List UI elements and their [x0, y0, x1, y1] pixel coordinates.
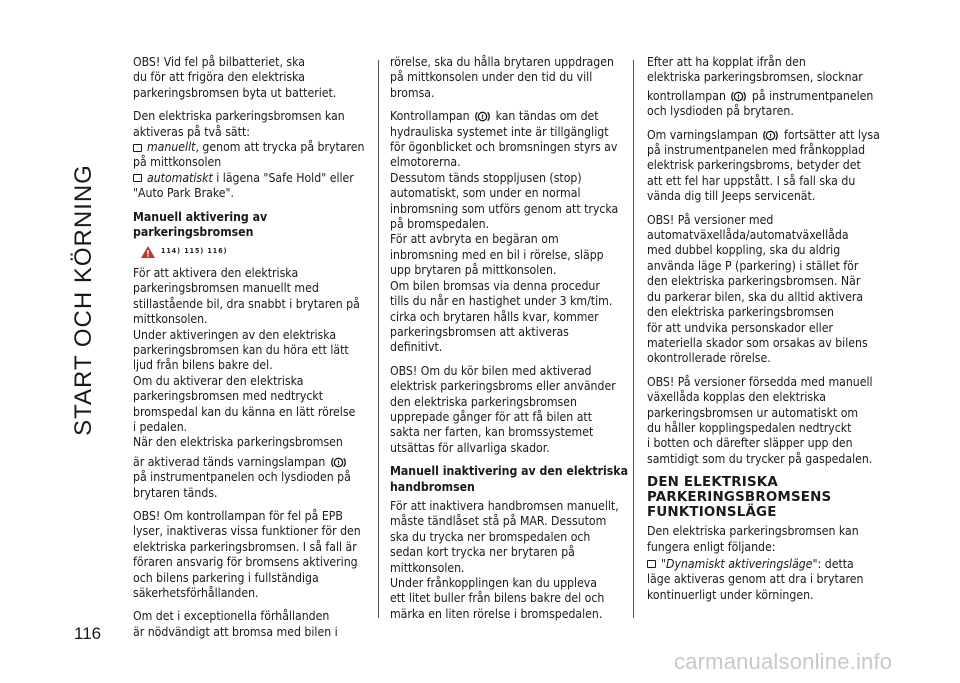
- text-line: [133, 455, 373, 470]
- text-line: på mittkonsolen: [133, 155, 222, 170]
- section-heading: [647, 475, 887, 520]
- text-segment: kontrollampan: [647, 88, 726, 103]
- bullet-emphasis: automatiskt: [147, 170, 213, 185]
- text-line: OBS! På versioner försedda med manuell: [647, 374, 873, 389]
- bullet-item: [133, 140, 373, 171]
- bullet-square-icon: [647, 560, 656, 568]
- subheading: Manuell aktivering av parkeringsbromsen: [133, 209, 268, 240]
- bullet-text: : detta: [817, 556, 854, 571]
- text-line: Dessutom tänds stoppljusen (stop): [390, 170, 582, 185]
- text-line: För att inaktivera handbromsen manuellt,: [390, 498, 619, 513]
- text-line: PARKERINGSBROMSENS: [647, 490, 832, 506]
- bullet-emphasis: "Dynamiskt aktiveringsläge": [661, 556, 818, 571]
- text-line: på bromspedalen.: [390, 217, 490, 232]
- text-line: och lysdioden på brytaren.: [647, 104, 794, 119]
- text-line: upp brytaren på mittkonsolen.: [390, 263, 557, 278]
- text-line: mittkonsolen.: [390, 560, 465, 575]
- text-line: du håller kopplingspedalen nedtryckt: [647, 420, 852, 435]
- text-line: måste tändlåset stå på MAR. Dessutom: [390, 514, 607, 529]
- text-line: den elektriska parkeringsbromsen: [390, 394, 577, 409]
- bullet-square-icon: [133, 174, 142, 182]
- text-line: du för att frigöra den elektriska: [133, 70, 305, 85]
- paragraph: [390, 364, 622, 456]
- text-line: inbromsning med en bil i rörelse, släpp: [390, 247, 604, 262]
- text-line: på mittkonsolen under den tid du vill: [390, 70, 593, 85]
- parking-brake-warning-icon: [331, 456, 346, 469]
- text-line: [133, 171, 373, 186]
- text-line: och bilens parkering i fullständiga: [133, 570, 319, 585]
- text-line: använda läge P (parkering) i stället för: [647, 258, 859, 273]
- text-line: OBS! Om du kör bilen med aktiverad: [390, 363, 592, 378]
- text-line: definitivt.: [390, 340, 443, 355]
- bullet-square-icon: [133, 144, 142, 152]
- svg-text:!: !: [737, 92, 741, 101]
- text-line: okontrollerade rörelse.: [647, 351, 771, 366]
- text-column-2: [390, 55, 628, 630]
- bullet-emphasis: manuellt: [147, 140, 196, 155]
- text-line: elektrisk parkeringsbroms, betyder det: [647, 158, 861, 173]
- text-line: på instrumentpanelen med frånkopplad: [647, 143, 866, 158]
- watermark: carmanualsonline.info: [674, 649, 893, 674]
- warning-refs: 114) 115) 116): [161, 247, 228, 256]
- text-line: fungera enligt följande:: [647, 539, 776, 554]
- text-line: automatväxellåda/automatväxellåda: [647, 228, 849, 243]
- text-line: brytaren tänds.: [133, 485, 218, 500]
- paragraph: [133, 509, 373, 601]
- paragraph: [133, 55, 373, 101]
- text-line: den elektriska parkeringsbromsen. När: [647, 274, 861, 289]
- text-column-1: [133, 55, 373, 648]
- text-line: elektriska parkeringsbromsen. I så fall är: [133, 539, 357, 554]
- bullet-text: , genom att trycka på brytaren: [195, 140, 365, 155]
- text-line: "Auto Park Brake".: [133, 186, 235, 201]
- text-line: sakta ner farten, kan bromssystemet: [390, 425, 594, 440]
- text-line: DEN ELEKTRISKA: [647, 475, 778, 491]
- text-line: ett litet buller från bilens bakre del och: [390, 591, 605, 606]
- text-line: [133, 140, 373, 155]
- text-line: [647, 557, 887, 572]
- paragraph: [390, 55, 622, 101]
- text-line: elektriska parkeringsbromsen, slocknar: [647, 70, 863, 85]
- parking-brake-warning-icon: [731, 90, 746, 103]
- text-line: Efter att ha kopplat ifrån den: [647, 55, 806, 69]
- text-line: märka en liten rörelse i bromspedalen.: [390, 606, 603, 621]
- text-line: i pedalen.: [133, 419, 188, 434]
- text-line: parkeringsbromsen att aktiveras: [390, 324, 569, 339]
- paragraph: [647, 375, 887, 467]
- text-line: När den elektriska parkeringsbromsen: [133, 435, 343, 450]
- text-line: Om det i exceptionella förhållanden: [133, 609, 330, 624]
- text-line: ljud från bilens bakre del.: [133, 358, 273, 373]
- parking-brake-warning-icon: [475, 110, 490, 123]
- text-line: utsättas för allvarliga skador.: [390, 440, 550, 455]
- text-line: För att avbryta en begäran om: [390, 232, 559, 247]
- warning-reference: [141, 244, 373, 259]
- paragraph: [390, 499, 622, 622]
- text-segment: är aktiverad tänds varningslampan: [133, 454, 326, 469]
- text-line: parkeringsbromsen byta ut batteriet.: [133, 85, 337, 100]
- text-line: parkeringsbromsen ur automatiskt om: [647, 405, 859, 420]
- text-segment: fortsätter att lysa: [780, 127, 880, 142]
- text-line: elmotorerna.: [390, 155, 461, 170]
- text-line: sedan kort trycka ner brytaren på: [390, 545, 575, 560]
- text-line: på instrumentpanelen och lysdioden på: [133, 470, 351, 485]
- text-line: vända dig till Jeeps servicenät.: [647, 189, 816, 204]
- paragraph: [647, 55, 887, 120]
- text-line: du parkerar bilen, ska du alltid aktivera: [647, 289, 864, 304]
- svg-text:!: !: [336, 458, 340, 467]
- text-line: [390, 109, 622, 124]
- text-line: inbromsning som utförs genom att trycka: [390, 201, 619, 216]
- text-line: ska du trycka ner bromspedalen och: [390, 529, 591, 544]
- text-line: tills du når en hastighet under 3 km/tim.: [390, 294, 613, 309]
- text-line: automatiskt, som under en normal: [390, 186, 581, 201]
- column-divider: [633, 60, 634, 618]
- text-line: [647, 128, 887, 143]
- text-line: cirka och brytaren hålls kvar, kommer: [390, 309, 599, 324]
- text-line: parkeringsbromsen kan du höra ett lätt: [133, 342, 349, 357]
- text-line: den elektriska parkeringsbromsen: [647, 305, 834, 320]
- bullet-text: i lägena "Safe Hold" eller: [212, 170, 354, 185]
- text-line: Den elektriska parkeringsbromsen kan: [647, 524, 859, 539]
- paragraph: [647, 524, 887, 555]
- text-line: mittkonsolen.: [133, 312, 208, 327]
- paragraph: [133, 609, 373, 640]
- text-line: med dubbel koppling, ska du aldrig: [647, 243, 841, 258]
- text-column-3: [647, 55, 887, 611]
- text-line: Om du aktiverar den elektriska: [133, 373, 304, 388]
- text-line: aktiveras på två sätt:: [133, 124, 250, 139]
- text-line: OBS! På versioner med: [647, 212, 774, 227]
- text-line: läge aktiveras genom att dra i brytaren: [647, 572, 864, 587]
- text-line: rörelse, ska du hålla brytaren uppdragen: [390, 55, 614, 69]
- text-line: växellåda kopplas den elektriska: [647, 390, 826, 405]
- paragraph: [133, 266, 373, 501]
- text-line: hydrauliska systemet inte är tillgängligt: [390, 124, 609, 139]
- text-line: bromsa.: [390, 85, 435, 100]
- text-line: Om bilen bromsas via denna procedur: [390, 278, 600, 293]
- text-line: [647, 89, 887, 104]
- text-line: för ögonblicket och bromsningen styrs av: [390, 140, 618, 155]
- text-segment: på instrumentpanelen: [748, 88, 874, 103]
- parking-brake-warning-icon: [763, 129, 778, 142]
- text-line: bromspedal kan du känna en lätt rörelse: [133, 404, 356, 419]
- text-line: upprepade gånger för att få bilen att: [390, 409, 593, 424]
- text-line: Under aktiveringen av den elektriska: [133, 327, 337, 342]
- svg-text:!: !: [481, 113, 485, 122]
- svg-text:!: !: [769, 131, 773, 140]
- text-line: Manuell inaktivering av den elektriska: [390, 464, 628, 479]
- paragraph: [390, 109, 622, 356]
- paragraph: [133, 109, 373, 140]
- text-line: stillastående bil, dra snabbt i brytaren på: [133, 296, 360, 311]
- text-line: samtidigt som du trycker på gaspedalen.: [647, 451, 873, 466]
- paragraph: [647, 213, 887, 367]
- text-line: lyser, inaktiveras vissa funktioner för den: [133, 524, 361, 539]
- text-line: föraren ansvarig för bromsens aktivering: [133, 555, 358, 570]
- text-segment: Kontrollampan: [390, 109, 470, 124]
- text-line: Under frånkopplingen kan du uppleva: [390, 576, 597, 590]
- text-line: OBS! Om kontrollampan för fel på EPB: [133, 508, 343, 523]
- text-line: OBS! Vid fel på bilbatteriet, ska: [133, 55, 305, 69]
- text-line: materiella skador som orsakas av bilens: [647, 335, 868, 350]
- text-line: FUNKTIONSLÄGE: [647, 505, 777, 521]
- text-line: säkerhetsförhållanden.: [133, 586, 259, 600]
- text-line: att ett fel har uppstått. I så fall ska du: [647, 173, 856, 188]
- warning-triangle-icon: [141, 246, 155, 258]
- page-number: 116: [74, 624, 102, 643]
- bullet-item: [647, 557, 887, 603]
- text-line: är nödvändigt att bromsa med bilen i: [133, 624, 338, 639]
- text-line: parkeringsbromsen manuellt med: [133, 281, 319, 296]
- text-segment: kan tändas om det: [492, 109, 599, 124]
- subheading: [390, 464, 628, 495]
- text-line: parkeringsbromsen med nedtryckt: [133, 389, 324, 404]
- text-line: För att aktivera den elektriska: [133, 265, 299, 280]
- text-line: Den elektriska parkeringsbromsen kan: [133, 109, 345, 124]
- text-line: i botten och därefter släpper upp den: [647, 436, 853, 451]
- column-divider: [378, 60, 379, 618]
- chapter-title-text: START OCH KÖRNING: [70, 164, 97, 436]
- text-line: kontinuerligt under körningen.: [647, 587, 814, 602]
- text-line: för att undvika personskador eller: [647, 320, 833, 335]
- text-segment: Om varningslampan: [647, 127, 758, 142]
- text-line: handbromsen: [390, 479, 475, 494]
- text-line: elektrisk parkeringsbroms eller använder: [390, 379, 616, 394]
- paragraph: [647, 128, 887, 205]
- bullet-item: [133, 171, 373, 202]
